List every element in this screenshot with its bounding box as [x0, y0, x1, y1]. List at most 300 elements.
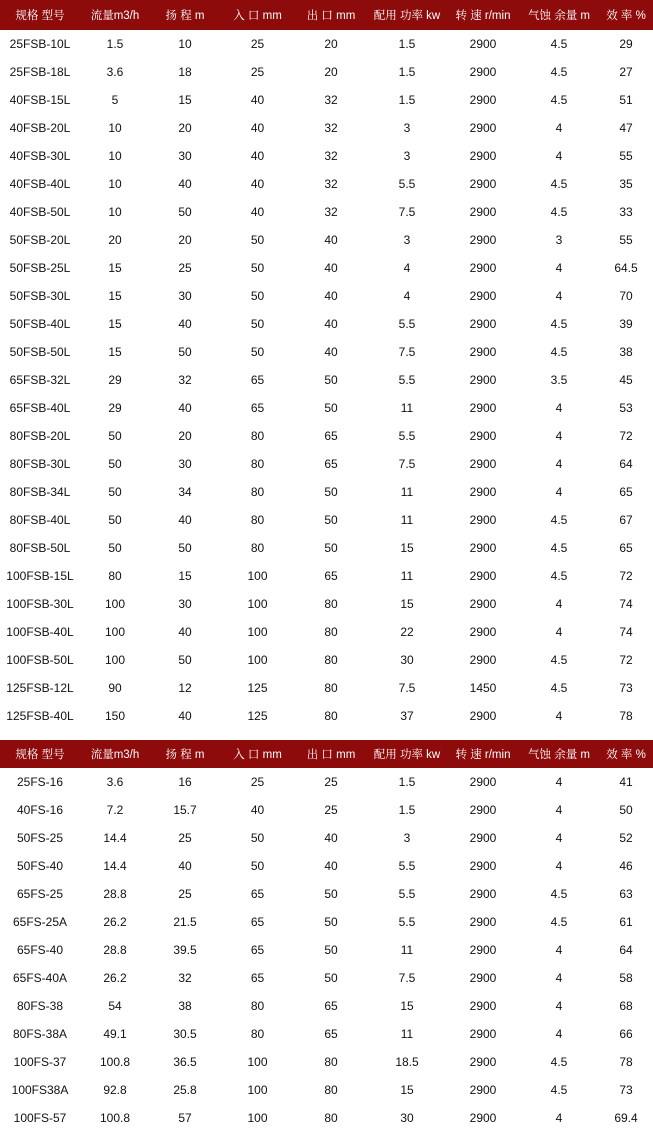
- fs-table-body: [0, 768, 653, 1132]
- cell-efficiency: 74: [619, 597, 633, 611]
- header-flow: 流量m3/h: [90, 10, 140, 22]
- cell-flow: 29: [108, 373, 122, 387]
- cell-model: 100FSB-50L: [6, 653, 74, 667]
- cell-npsh: 4: [555, 709, 563, 723]
- cell-model: 80FSB-40L: [9, 513, 71, 527]
- cell-flow: 50: [108, 457, 122, 471]
- cell-head: 50: [178, 541, 192, 555]
- cell-power: 30: [400, 653, 414, 667]
- cell-flow: 50: [108, 541, 122, 555]
- cell-npsh: 4.5: [550, 569, 568, 583]
- cell-power: 5.5: [398, 317, 416, 331]
- cell-power: 7.5: [398, 681, 416, 695]
- cell-npsh: 4: [555, 625, 563, 639]
- cell-npsh: 4: [555, 859, 563, 873]
- cell-inlet: 40: [250, 121, 265, 135]
- cell-efficiency: 53: [619, 401, 633, 415]
- table-row: [0, 198, 653, 226]
- cell-flow: 26.2: [103, 971, 127, 985]
- cell-efficiency: 64.5: [614, 261, 638, 275]
- cell-npsh: 4: [555, 831, 563, 845]
- cell-head: 32: [178, 373, 192, 387]
- cell-head: 25: [178, 887, 192, 901]
- cell-head: 12: [178, 681, 192, 695]
- cell-speed: 2900: [469, 429, 497, 443]
- cell-power: 7.5: [398, 971, 416, 985]
- cell-head: 15.7: [173, 803, 197, 817]
- cell-npsh: 4.5: [550, 1055, 568, 1069]
- cell-flow: 100: [104, 625, 126, 639]
- cell-outlet: 50: [324, 541, 338, 555]
- table-row: [0, 1076, 653, 1104]
- cell-power: 22: [400, 625, 414, 639]
- cell-flow: 10: [108, 149, 122, 163]
- cell-flow: 80: [108, 569, 122, 583]
- cell-speed: 2900: [469, 859, 497, 873]
- table-row: [0, 478, 653, 506]
- cell-inlet: 100: [247, 1111, 268, 1125]
- cell-outlet: 50: [324, 971, 338, 985]
- header-efficiency: 效 率 %: [606, 749, 646, 761]
- cell-power: 15: [400, 999, 414, 1013]
- cell-flow: 100: [104, 597, 126, 611]
- cell-efficiency: 45: [619, 373, 633, 387]
- cell-efficiency: 55: [619, 149, 633, 163]
- cell-npsh: 4.5: [550, 205, 568, 219]
- cell-head: 30: [178, 149, 192, 163]
- cell-outlet: 50: [324, 485, 338, 499]
- cell-outlet: 40: [324, 859, 338, 873]
- fsb-table-header: [0, 0, 653, 30]
- cell-speed: 2900: [469, 625, 497, 639]
- cell-head: 16: [178, 775, 192, 789]
- cell-efficiency: 46: [619, 859, 633, 873]
- cell-inlet: 65: [250, 373, 265, 387]
- cell-head: 10: [178, 37, 192, 51]
- cell-inlet: 40: [250, 177, 265, 191]
- cell-model: 40FSB-15L: [9, 93, 71, 107]
- cell-model: 50FSB-50L: [9, 345, 71, 359]
- cell-power: 5.5: [398, 859, 416, 873]
- cell-head: 40: [178, 513, 192, 527]
- cell-power: 7.5: [398, 345, 416, 359]
- cell-outlet: 65: [324, 999, 338, 1013]
- cell-speed: 2900: [469, 233, 497, 247]
- cell-power: 5.5: [398, 915, 416, 929]
- cell-npsh: 4: [555, 121, 563, 135]
- cell-inlet: 65: [250, 887, 265, 901]
- cell-speed: 2900: [469, 401, 497, 415]
- table-row: [0, 58, 653, 86]
- cell-power: 37: [400, 709, 414, 723]
- cell-outlet: 25: [324, 775, 338, 789]
- cell-efficiency: 73: [619, 681, 633, 695]
- cell-power: 7.5: [398, 457, 416, 471]
- cell-model: 65FSB-40L: [9, 401, 71, 415]
- cell-power: 11: [400, 1027, 414, 1041]
- cell-outlet: 32: [324, 121, 338, 135]
- cell-power: 1.5: [398, 93, 416, 107]
- cell-flow: 5: [111, 93, 119, 107]
- cell-flow: 3.6: [106, 65, 124, 79]
- cell-power: 15: [400, 597, 414, 611]
- cell-model: 65FS-40: [16, 943, 64, 957]
- cell-npsh: 4.5: [550, 915, 568, 929]
- cell-power: 7.5: [398, 205, 416, 219]
- cell-flow: 100.8: [99, 1055, 131, 1069]
- cell-flow: 50: [108, 485, 122, 499]
- cell-outlet: 25: [324, 803, 338, 817]
- cell-flow: 3.6: [106, 775, 124, 789]
- cell-efficiency: 65: [619, 485, 633, 499]
- table-row: [0, 562, 653, 590]
- table-row: [0, 422, 653, 450]
- cell-speed: 2900: [469, 37, 497, 51]
- cell-efficiency: 52: [619, 831, 633, 845]
- cell-power: 11: [400, 943, 414, 957]
- cell-efficiency: 68: [619, 999, 633, 1013]
- cell-head: 21.5: [173, 915, 197, 929]
- cell-model: 25FS-16: [16, 775, 64, 789]
- cell-npsh: 4.5: [550, 887, 568, 901]
- cell-speed: 2900: [469, 597, 497, 611]
- table-row: [0, 768, 653, 796]
- fsb-table-body: [0, 30, 653, 730]
- cell-head: 18: [178, 65, 192, 79]
- cell-head: 40: [178, 625, 192, 639]
- cell-speed: 2900: [469, 205, 497, 219]
- cell-outlet: 40: [324, 289, 338, 303]
- cell-power: 4: [403, 289, 411, 303]
- cell-outlet: 40: [324, 345, 338, 359]
- fs-spec-table: [0, 740, 653, 1132]
- cell-flow: 150: [104, 709, 126, 723]
- cell-speed: 2900: [469, 541, 497, 555]
- header-power: 配用 功率 kw: [373, 749, 441, 761]
- cell-speed: 2900: [469, 513, 497, 527]
- cell-speed: 2900: [469, 1055, 497, 1069]
- table-row: [0, 590, 653, 618]
- table-row: [0, 936, 653, 964]
- cell-efficiency: 69.4: [614, 1111, 638, 1125]
- cell-npsh: 4: [555, 1111, 563, 1125]
- cell-model: 40FSB-40L: [9, 177, 71, 191]
- cell-power: 15: [400, 541, 414, 555]
- cell-npsh: 4: [555, 289, 563, 303]
- cell-inlet: 100: [247, 653, 268, 667]
- cell-npsh: 4.5: [550, 37, 568, 51]
- cell-outlet: 65: [324, 429, 338, 443]
- cell-model: 65FS-25: [16, 887, 64, 901]
- cell-outlet: 50: [324, 887, 338, 901]
- header-outlet: 出 口 mm: [306, 749, 356, 761]
- header-power: 配用 功率 kw: [373, 10, 441, 22]
- cell-inlet: 80: [250, 457, 265, 471]
- cell-flow: 10: [108, 121, 122, 135]
- cell-flow: 29: [108, 401, 122, 415]
- cell-speed: 2900: [469, 831, 497, 845]
- cell-power: 11: [400, 401, 414, 415]
- cell-model: 40FSB-50L: [9, 205, 71, 219]
- cell-efficiency: 78: [619, 709, 633, 723]
- cell-npsh: 4.5: [550, 65, 568, 79]
- cell-head: 32: [178, 971, 192, 985]
- cell-inlet: 25: [250, 37, 265, 51]
- cell-efficiency: 58: [619, 971, 633, 985]
- cell-speed: 2900: [469, 709, 497, 723]
- cell-inlet: 40: [250, 205, 265, 219]
- cell-npsh: 4.5: [550, 93, 568, 107]
- cell-outlet: 50: [324, 401, 338, 415]
- cell-inlet: 65: [250, 943, 265, 957]
- cell-inlet: 125: [247, 709, 268, 723]
- cell-flow: 50: [108, 513, 122, 527]
- cell-speed: 2900: [469, 65, 497, 79]
- cell-speed: 2900: [469, 971, 497, 985]
- header-outlet: 出 口 mm: [306, 10, 356, 22]
- table-row: [0, 796, 653, 824]
- cell-outlet: 80: [324, 1111, 338, 1125]
- cell-efficiency: 64: [619, 457, 633, 471]
- cell-model: 25FSB-10L: [9, 37, 71, 51]
- cell-speed: 2900: [469, 177, 497, 191]
- table-row: [0, 852, 653, 880]
- cell-head: 40: [178, 317, 192, 331]
- cell-inlet: 80: [250, 429, 265, 443]
- cell-head: 15: [178, 569, 192, 583]
- cell-head: 20: [178, 121, 192, 135]
- cell-model: 100FS-37: [13, 1055, 67, 1069]
- cell-outlet: 80: [324, 1055, 338, 1069]
- cell-inlet: 50: [250, 345, 265, 359]
- cell-outlet: 80: [324, 597, 338, 611]
- header-model: 规格 型号: [15, 10, 65, 22]
- cell-efficiency: 66: [619, 1027, 633, 1041]
- cell-npsh: 4.5: [550, 177, 568, 191]
- table-row: [0, 880, 653, 908]
- cell-npsh: 4: [555, 429, 563, 443]
- cell-model: 40FSB-20L: [9, 121, 71, 135]
- cell-speed: 1450: [469, 681, 497, 695]
- cell-power: 1.5: [398, 65, 416, 79]
- cell-model: 65FS-25A: [12, 915, 68, 929]
- table-row: [0, 618, 653, 646]
- cell-speed: 2900: [469, 289, 497, 303]
- table-row: [0, 114, 653, 142]
- cell-model: 40FS-16: [16, 803, 64, 817]
- cell-head: 50: [178, 345, 192, 359]
- table-row: [0, 86, 653, 114]
- cell-outlet: 50: [324, 373, 338, 387]
- cell-model: 80FSB-30L: [9, 457, 71, 471]
- table-row: [0, 674, 653, 702]
- cell-model: 65FS-40A: [12, 971, 68, 985]
- cell-efficiency: 72: [619, 429, 633, 443]
- cell-power: 3: [403, 121, 411, 135]
- cell-npsh: 4: [555, 149, 563, 163]
- cell-flow: 15: [108, 289, 122, 303]
- header-model: 规格 型号: [15, 749, 65, 761]
- cell-head: 50: [178, 653, 192, 667]
- cell-model: 100FS-57: [13, 1111, 67, 1125]
- cell-inlet: 50: [250, 289, 265, 303]
- cell-power: 11: [400, 513, 414, 527]
- table-row: [0, 254, 653, 282]
- cell-power: 5.5: [398, 429, 416, 443]
- cell-outlet: 50: [324, 943, 338, 957]
- cell-efficiency: 55: [619, 233, 633, 247]
- cell-npsh: 4.5: [550, 345, 568, 359]
- cell-outlet: 40: [324, 233, 338, 247]
- cell-speed: 2900: [469, 93, 497, 107]
- cell-model: 100FSB-30L: [6, 597, 74, 611]
- cell-model: 80FSB-20L: [9, 429, 71, 443]
- cell-efficiency: 64: [619, 943, 633, 957]
- cell-efficiency: 65: [619, 541, 633, 555]
- cell-efficiency: 50: [619, 803, 633, 817]
- cell-outlet: 20: [324, 37, 338, 51]
- cell-outlet: 50: [324, 915, 338, 929]
- cell-flow: 28.8: [103, 943, 127, 957]
- table-row: [0, 338, 653, 366]
- cell-power: 15: [400, 1083, 414, 1097]
- cell-inlet: 100: [247, 569, 268, 583]
- cell-speed: 2900: [469, 887, 497, 901]
- cell-flow: 100: [104, 653, 126, 667]
- cell-flow: 1.5: [106, 37, 124, 51]
- cell-outlet: 50: [324, 513, 338, 527]
- cell-flow: 26.2: [103, 915, 127, 929]
- cell-efficiency: 63: [619, 887, 633, 901]
- cell-head: 25: [178, 831, 192, 845]
- cell-npsh: 3.5: [550, 373, 568, 387]
- cell-head: 34: [178, 485, 192, 499]
- header-speed: 转 速 r/min: [455, 749, 511, 761]
- table-row: [0, 366, 653, 394]
- cell-flow: 54: [108, 999, 122, 1013]
- table-row: [0, 908, 653, 936]
- cell-inlet: 100: [247, 625, 268, 639]
- cell-head: 25.8: [173, 1083, 197, 1097]
- cell-inlet: 65: [250, 401, 265, 415]
- cell-model: 125FSB-12L: [6, 681, 74, 695]
- cell-speed: 2900: [469, 345, 497, 359]
- cell-flow: 10: [108, 177, 122, 191]
- cell-flow: 14.4: [103, 859, 127, 873]
- cell-head: 20: [178, 429, 192, 443]
- cell-head: 40: [178, 709, 192, 723]
- cell-head: 38: [178, 999, 192, 1013]
- header-flow: 流量m3/h: [90, 749, 140, 761]
- cell-power: 11: [400, 569, 414, 583]
- cell-inlet: 125: [247, 681, 268, 695]
- cell-speed: 2900: [469, 915, 497, 929]
- cell-head: 40: [178, 859, 192, 873]
- cell-flow: 7.2: [106, 803, 124, 817]
- cell-flow: 14.4: [103, 831, 127, 845]
- cell-power: 11: [400, 485, 414, 499]
- cell-speed: 2900: [469, 317, 497, 331]
- cell-efficiency: 72: [619, 569, 633, 583]
- cell-flow: 92.8: [103, 1083, 127, 1097]
- cell-model: 50FSB-20L: [9, 233, 71, 247]
- cell-outlet: 32: [324, 93, 338, 107]
- cell-outlet: 40: [324, 831, 338, 845]
- cell-power: 3: [403, 233, 411, 247]
- cell-power: 1.5: [398, 775, 416, 789]
- cell-npsh: 4: [555, 485, 563, 499]
- cell-speed: 2900: [469, 803, 497, 817]
- table-row: [0, 992, 653, 1020]
- header-inlet: 入 口 mm: [233, 749, 282, 761]
- cell-head: 30: [178, 597, 192, 611]
- header-npsh: 气蚀 余量 m: [528, 10, 590, 22]
- cell-efficiency: 39: [619, 317, 633, 331]
- cell-power: 3: [403, 831, 411, 845]
- cell-outlet: 32: [324, 177, 338, 191]
- cell-efficiency: 74: [619, 625, 633, 639]
- table-row: [0, 282, 653, 310]
- cell-inlet: 40: [250, 803, 265, 817]
- cell-model: 125FSB-40L: [6, 709, 74, 723]
- cell-efficiency: 67: [619, 513, 633, 527]
- cell-npsh: 4: [555, 261, 563, 275]
- cell-speed: 2900: [469, 775, 497, 789]
- cell-model: 50FSB-25L: [9, 261, 71, 275]
- cell-inlet: 25: [250, 65, 265, 79]
- cell-power: 1.5: [398, 37, 416, 51]
- cell-power: 18.5: [395, 1055, 419, 1069]
- cell-inlet: 50: [250, 859, 265, 873]
- cell-speed: 2900: [469, 943, 497, 957]
- cell-model: 50FS-25: [16, 831, 64, 845]
- cell-inlet: 80: [250, 1027, 265, 1041]
- cell-power: 5.5: [398, 177, 416, 191]
- cell-power: 1.5: [398, 803, 416, 817]
- cell-flow: 50: [108, 429, 122, 443]
- cell-outlet: 32: [324, 205, 338, 219]
- cell-model: 100FS38A: [11, 1083, 69, 1097]
- cell-flow: 100.8: [99, 1111, 131, 1125]
- cell-head: 30: [178, 289, 192, 303]
- table-row: [0, 506, 653, 534]
- cell-outlet: 40: [324, 317, 338, 331]
- cell-model: 50FSB-30L: [9, 289, 71, 303]
- cell-flow: 20: [108, 233, 122, 247]
- cell-model: 50FSB-40L: [9, 317, 71, 331]
- cell-head: 50: [178, 205, 192, 219]
- cell-head: 30.5: [173, 1027, 197, 1041]
- cell-model: 80FSB-34L: [9, 485, 71, 499]
- cell-head: 30: [178, 457, 192, 471]
- cell-inlet: 80: [250, 541, 265, 555]
- cell-power: 30: [400, 1111, 414, 1125]
- cell-head: 39.5: [173, 943, 197, 957]
- table-row: [0, 170, 653, 198]
- cell-outlet: 80: [324, 625, 338, 639]
- header-row: [0, 0, 653, 30]
- header-head: 扬 程 m: [165, 10, 205, 22]
- cell-efficiency: 51: [619, 93, 633, 107]
- cell-speed: 2900: [469, 457, 497, 471]
- cell-outlet: 40: [324, 261, 338, 275]
- cell-npsh: 4: [555, 999, 563, 1013]
- cell-speed: 2900: [469, 373, 497, 387]
- cell-inlet: 50: [250, 233, 265, 247]
- cell-efficiency: 27: [619, 65, 633, 79]
- cell-flow: 90: [108, 681, 122, 695]
- cell-outlet: 20: [324, 65, 338, 79]
